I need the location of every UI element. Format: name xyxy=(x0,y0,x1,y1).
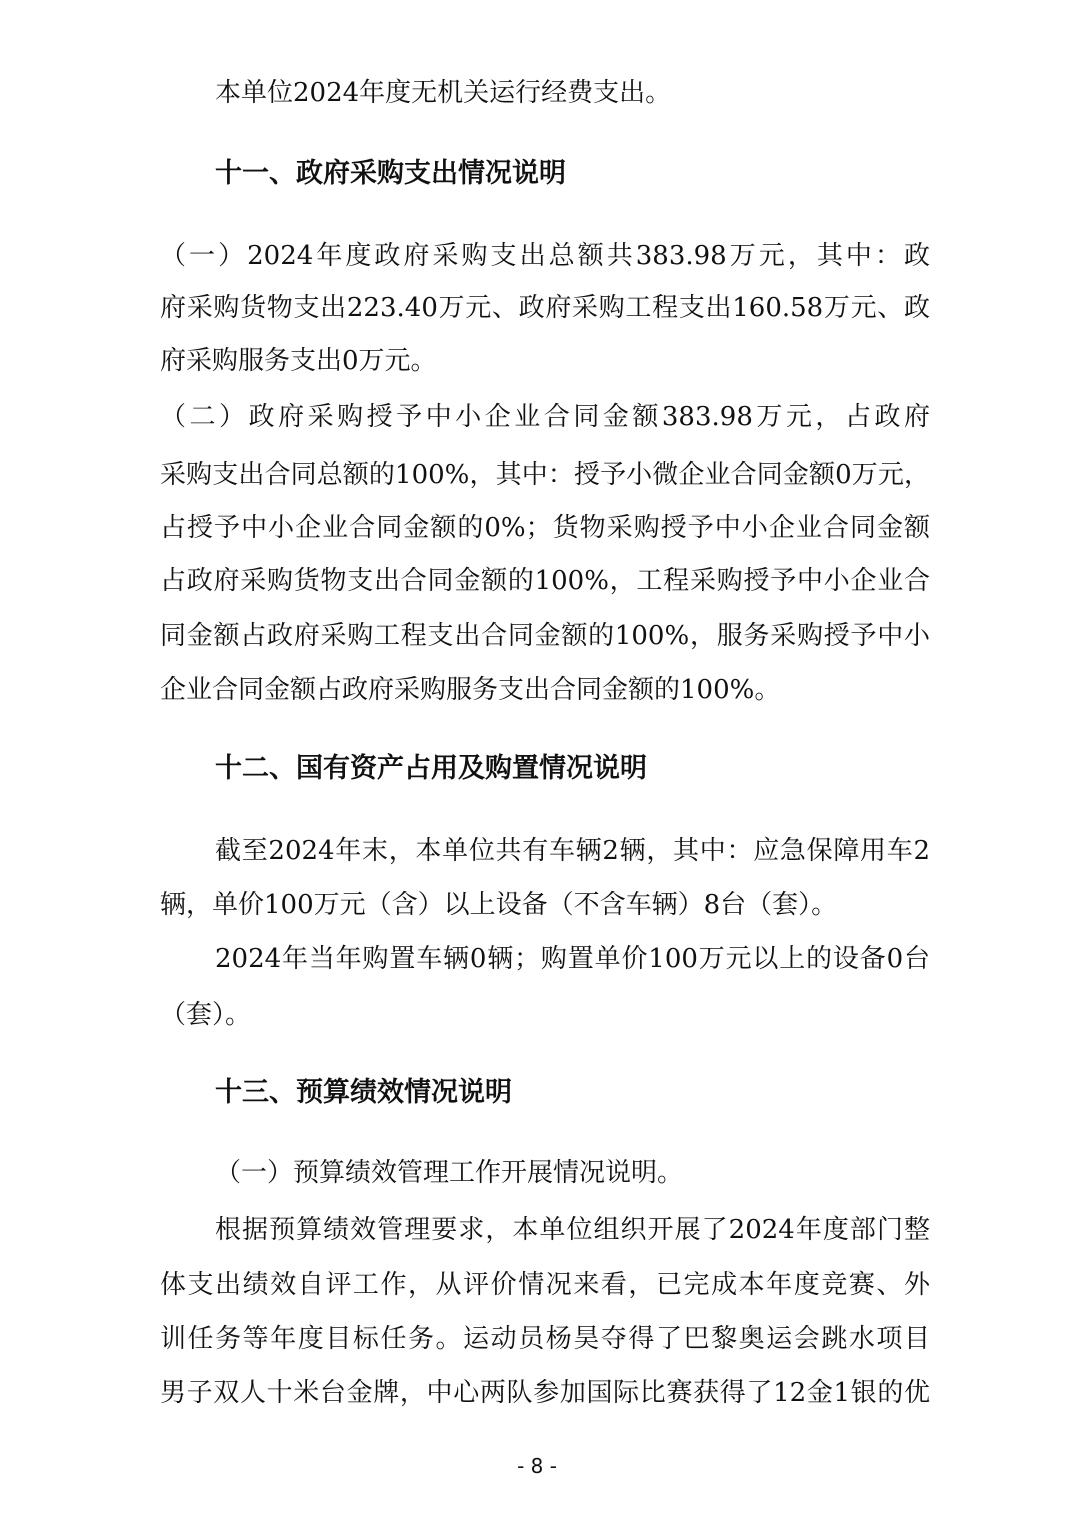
heading-section-13: 十三、预算绩效情况说明 xyxy=(215,1077,512,1108)
subheading-13-1: （一）预算绩效管理工作开展情况说明。 xyxy=(215,1158,684,1188)
paragraph-11-2-line-2: 采购支出合同总额的100%，其中：授予小微企业合同金额0万元， xyxy=(160,460,930,490)
page-number: - 8 - xyxy=(517,1454,557,1478)
paragraph-11-1-line-1: （一）2024年度政府采购支出总额共383.98万元，其中：政 xyxy=(160,241,930,271)
paragraph-13-1-line-1: 根据预算绩效管理要求，本单位组织开展了2024年度部门整 xyxy=(215,1215,930,1245)
paragraph-11-2-line-3: 占授予中小企业合同金额的0%；货物采购授予中小企业合同金额 xyxy=(160,513,930,543)
paragraph-12-2-line-1: 2024年当年购置车辆0辆；购置单价100万元以上的设备0台 xyxy=(215,944,930,974)
heading-section-11: 十一、政府采购支出情况说明 xyxy=(215,158,566,189)
paragraph-11-2-line-5: 同金额占政府采购工程支出合同金额的100%，服务采购授予中小 xyxy=(160,621,930,651)
paragraph-13-1-line-4: 男子双人十米台金牌，中心两队参加国际比赛获得了12金1银的优 xyxy=(160,1378,930,1408)
paragraph-11-2-line-1: （二）政府采购授予中小企业合同金额383.98万元，占政府 xyxy=(160,402,930,432)
paragraph-12-1-line-1: 截至2024年末，本单位共有车辆2辆，其中：应急保障用车2 xyxy=(215,836,930,866)
heading-section-12: 十二、国有资产占用及购置情况说明 xyxy=(215,753,647,784)
paragraph-11-2-line-6: 企业合同金额占政府采购服务支出合同金额的100%。 xyxy=(160,675,781,705)
paragraph-11-1-line-3: 府采购服务支出0万元。 xyxy=(160,346,437,376)
paragraph-13-1-line-3: 训任务等年度目标任务。运动员杨昊夺得了巴黎奥运会跳水项目 xyxy=(160,1324,930,1354)
paragraph-11-1-line-2: 府采购货物支出223.40万元、政府采购工程支出160.58万元、政 xyxy=(160,293,930,323)
paragraph-11-2-line-4: 占政府采购货物支出合同金额的100%，工程采购授予中小企业合 xyxy=(160,566,930,596)
paragraph-12-2-line-2: （套）。 xyxy=(160,1000,252,1030)
paragraph-12-1-line-2: 辆，单价100万元（含）以上设备（不含车辆）8台（套）。 xyxy=(160,890,838,920)
paragraph-13-1-line-2: 体支出绩效自评工作，从评价情况来看，已完成本年度竞赛、外 xyxy=(160,1270,930,1300)
paragraph-intro: 本单位2024年度无机关运行经费支出。 xyxy=(215,78,672,108)
